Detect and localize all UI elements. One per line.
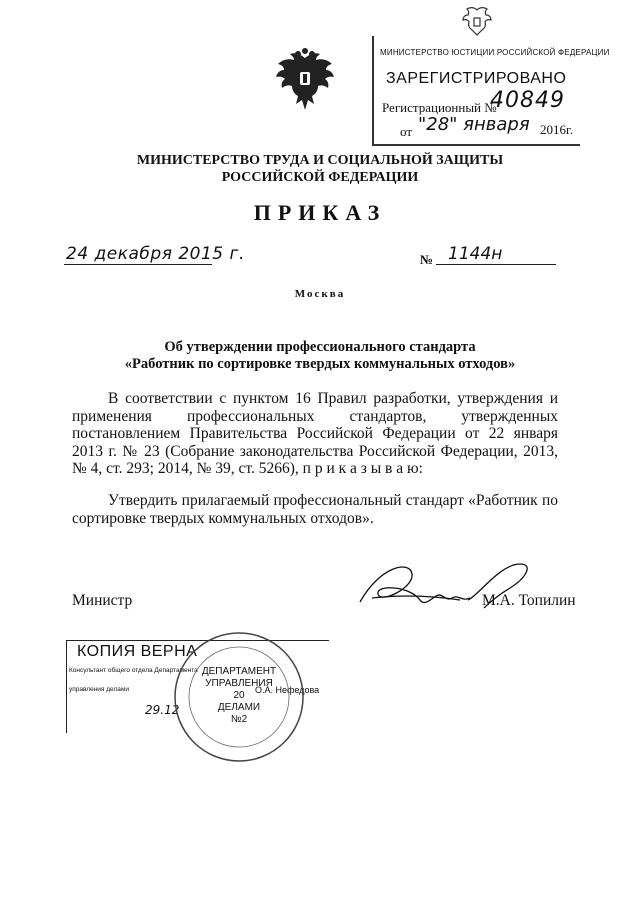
registration-stamp [372, 36, 610, 146]
order-number: 1144н [448, 244, 503, 264]
copy-stamp-date: 29.12 [145, 703, 180, 717]
ministry-line-2: РОССИЙСКОЙ ФЕДЕРАЦИИ [221, 170, 419, 185]
minister-position: Министр [72, 592, 133, 609]
copy-stamp-title: КОПИЯ ВЕРНА [77, 643, 198, 660]
body-paragraph-2: Утвердить прилагаемый профессиональный стандарт «Работник по сортировке твердых коммунальных отходов». [72, 492, 558, 527]
seal-line-2: УПРАВЛЕНИЯ [205, 678, 273, 689]
seal-line-3: 20 [233, 690, 245, 701]
order-subject [0, 339, 640, 373]
registration-number-label: Регистрационный № [382, 100, 497, 115]
registration-date-prefix: от [400, 124, 413, 139]
round-seal [172, 630, 306, 764]
seal-line-5: №2 [230, 714, 248, 725]
ministry-line-1: МИНИСТЕРСТВО ТРУДА И СОЦИАЛЬНОЙ ЗАЩИТЫ [136, 153, 504, 168]
registration-ministry: МИНИСТЕРСТВО ЮСТИЦИИ РОССИЙСКОЙ ФЕДЕРАЦИИ [380, 48, 610, 57]
subject-line-2: «Работник по сортировке твердых коммунальных отходов» [124, 356, 516, 372]
registration-number: 40849 [490, 88, 565, 113]
number-underline [436, 264, 556, 265]
registration-date: "28" января [418, 114, 530, 135]
ministry-heading [0, 152, 640, 186]
copy-stamp-line-1: Консультант общего отдела Департамента [69, 667, 198, 674]
subject-line-1: Об утверждении профессионального стандарта [164, 339, 476, 355]
body-paragraph-1: В соответствии с пунктом 16 Правил разработки, утверждения и применения профессиональных стандартов, утвержденных постановлением Правительства Российской Федерации от 22 января 2013 г. № 23 (Собрание законодательства Российской Федерации, 2013, № 4, ст. 293; 2014, № 39, ст. 5266), п р и к а з ы в а ю: [72, 390, 558, 478]
registration-title: ЗАРЕГИСТРИРОВАНО [386, 70, 567, 87]
registration-year: 2016г. [540, 122, 574, 137]
date-underline [64, 264, 212, 265]
order-title: ПРИКАЗ [253, 200, 387, 225]
seal-line-4: ДЕЛАМИ [217, 702, 261, 713]
copy-stamp-line-2: управления делами [69, 686, 129, 693]
seal-line-1: ДЕПАРТАМЕНТ [201, 666, 277, 677]
small-eagle-icon [460, 4, 494, 38]
double-headed-eagle-icon [272, 48, 338, 116]
minister-name: М.А. Топилин [482, 592, 576, 609]
city: Москва [294, 288, 346, 300]
order-date: 24 декабря 2015 г. [66, 244, 245, 264]
order-number-label: № [420, 252, 434, 267]
copy-stamp-initials: О.А. Нефедова [255, 685, 320, 695]
